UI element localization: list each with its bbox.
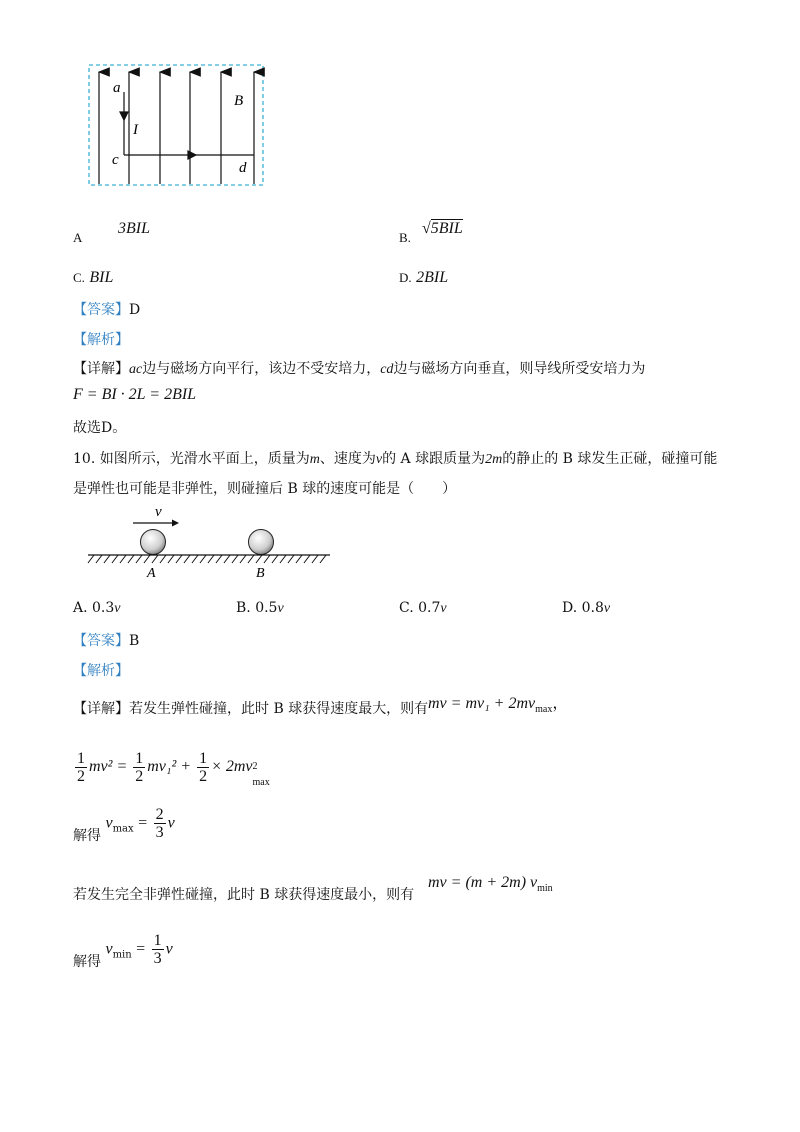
q10-answer: [73, 630, 139, 650]
option-d: D. 2BIL: [399, 269, 449, 286]
q10-eq-momentum-elastic: mv = $mv_1 + 2mv_{max}$，: [428, 695, 569, 716]
current-arrow-right: [188, 151, 196, 159]
ground-hatching: [88, 555, 326, 563]
collision-figure: [86, 500, 336, 582]
q10-detail-inelastic: 若发生完全非弹性碰撞，此时 B 球获得速度最小，则有: [73, 887, 415, 903]
answer-value: B: [129, 633, 140, 649]
ball-a: [141, 530, 166, 555]
ball-b: [249, 530, 274, 555]
option-b: B.: [399, 230, 411, 245]
label-ball-b: B: [256, 566, 265, 581]
q10-detail-elastic: 【详解】若发生弹性碰撞，此时 B 球获得速度最大，则有: [73, 701, 429, 717]
q10-solve-min: 解得 $v_{min}$ = $\frac{1}{3}$ v: [73, 932, 173, 970]
answer-value: D: [129, 302, 141, 318]
q10-solve-max: 解得 $v_{max}$ = $\frac{2}{3}$ v: [73, 806, 175, 844]
q10-option-a: A. 0.3v: [73, 600, 121, 616]
q9-answer: [73, 299, 140, 319]
magnetic-field-figure: [86, 62, 266, 190]
label-a: a: [113, 80, 121, 96]
option-a-value: 3BIL: [118, 220, 150, 237]
q9-detail: 【详解】ac边与磁场方向平行，该边不受安培力，cd边与磁场方向垂直，则导线所受安培力为: [73, 361, 646, 377]
q9-formula: F = BI · 2L = 2BIL: [73, 386, 197, 403]
q10-option-c: C. 0.7v: [399, 600, 447, 616]
option-a: A: [73, 230, 83, 245]
detail-tag: 【详解】: [73, 701, 129, 717]
label-c: c: [112, 152, 119, 168]
label-d: d: [239, 160, 247, 176]
current-arrow-down: [120, 112, 128, 120]
q10-stem-line2: 是弹性也可能是非弹性，则碰撞后 B 球的速度可能是（ ）: [73, 481, 457, 497]
option-c: C. BIL: [73, 269, 114, 286]
answer-tag: 【答案】: [73, 302, 129, 318]
answer-tag: 【答案】: [73, 633, 129, 649]
q10-option-d: D. 0.8v: [562, 600, 611, 616]
q10-eq-energy: $\frac{1}{2}$ mv² = $\frac{1}{2}$ mv₁² + $\frac{1}{2}$ × 2mv 2 max: [77, 750, 270, 789]
detail-tag: 【详解】: [73, 361, 129, 377]
velocity-arrowhead: [172, 520, 179, 527]
q10-stem-line1: 10. 如图所示，光滑水平面上，质量为m、速度为v的 A 球跟质量为2m的静止的 B 球发生正碰，碰撞可能: [73, 451, 718, 467]
q9-analysis-tag: 【解析】: [73, 332, 129, 348]
q10-option-b: B. 0.5v: [236, 600, 284, 616]
option-b-value: √5BIL: [422, 220, 463, 237]
q10-analysis-tag: 【解析】: [73, 663, 129, 679]
velocity-label: v: [155, 504, 162, 520]
q9-conclusion: 故选D。: [73, 420, 127, 436]
q10-eq-momentum-inelastic: mv = (m + 2m) $v_{min}$: [428, 874, 553, 895]
label-B: B: [234, 93, 244, 109]
field-lines: [99, 72, 254, 184]
label-ball-a: A: [147, 566, 156, 581]
label-I: I: [133, 122, 138, 138]
